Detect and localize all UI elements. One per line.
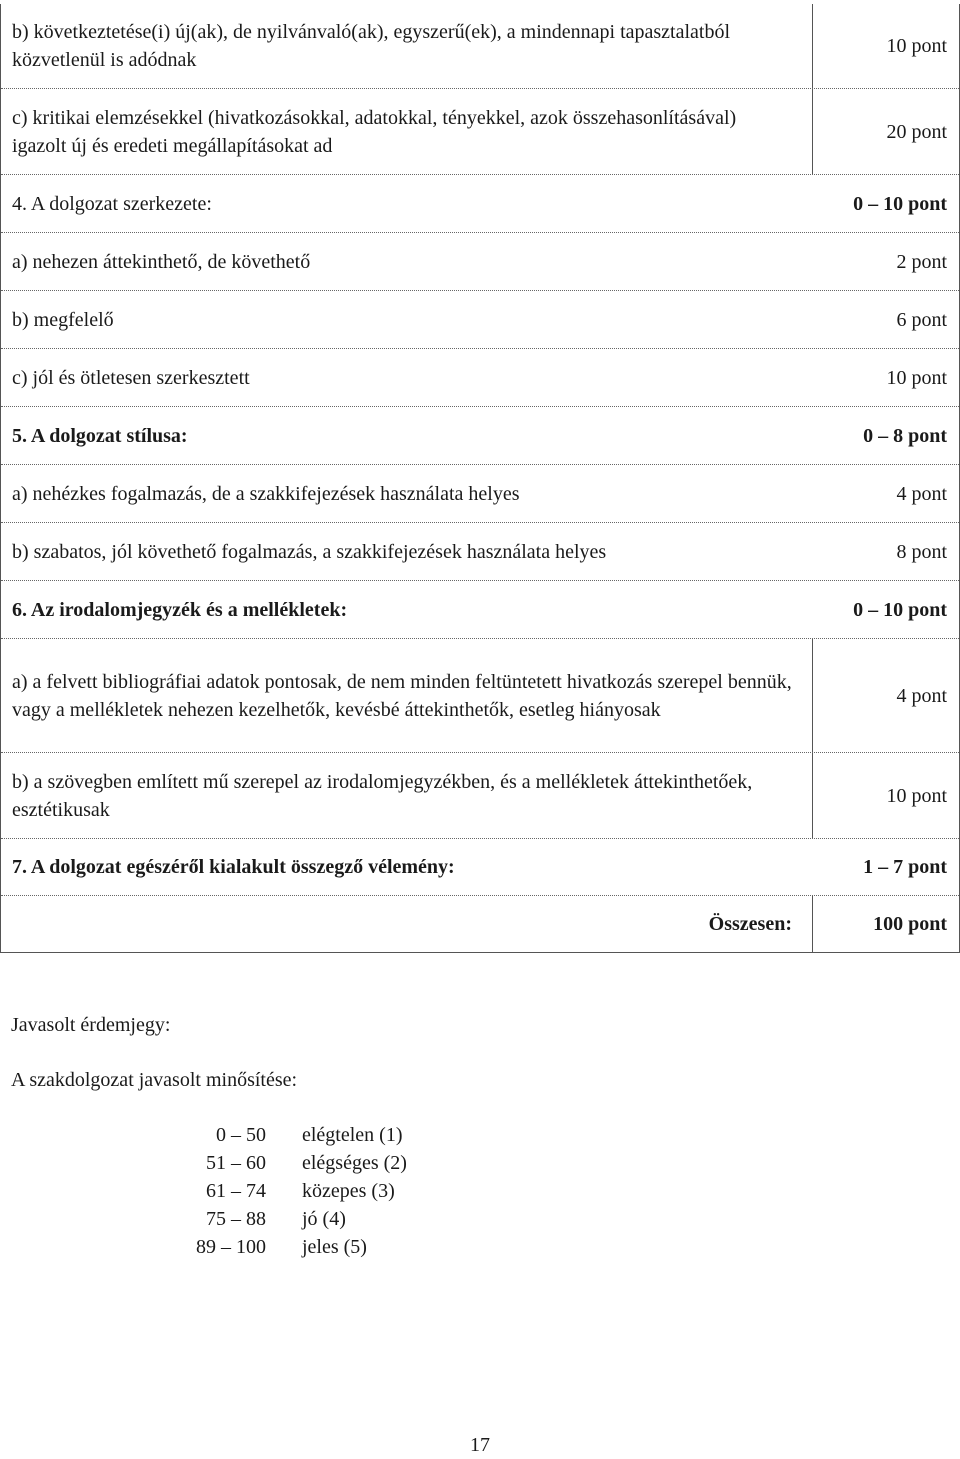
criterion-points: 10 pont — [812, 4, 959, 88]
criterion-points: 4 pont — [896, 482, 947, 505]
criterion-points: 4 pont — [812, 639, 959, 752]
criterion-row — [1, 291, 959, 349]
grade-row — [160, 1233, 407, 1261]
grade-range: 75 – 88 — [206, 1208, 266, 1230]
criterion-row — [1, 89, 959, 175]
total-label: Összesen: — [708, 913, 792, 935]
criterion-points: 2 pont — [896, 250, 947, 273]
grade-range: 0 – 50 — [216, 1124, 266, 1146]
criterion-points: 6 pont — [896, 308, 947, 331]
grade-name: elégtelen (1) — [302, 1124, 403, 1146]
suggested-rating-label: A szakdolgozat javasolt minősítése: — [11, 1069, 298, 1091]
grade-row — [160, 1149, 407, 1177]
suggested-grade-label: Javasolt érdemjegy: — [11, 1014, 171, 1036]
grade-name: közepes (3) — [302, 1180, 395, 1202]
criterion-label: b) következtetése(i) új(ak), de nyilvánvaló(ak), egyszerű(ek), a mindennapi tapasztalatból közvetlenül is adódnak — [12, 21, 731, 71]
criterion-label: c) jól és ötletesen szerkesztett — [12, 366, 250, 389]
criterion-row — [1, 233, 959, 291]
criterion-points: 10 pont — [812, 753, 959, 838]
grade-name: elégséges (2) — [302, 1152, 407, 1174]
section-points-range: 0 – 8 pont — [863, 424, 947, 447]
criterion-row — [1, 465, 959, 523]
grade-range: 61 – 74 — [206, 1180, 266, 1202]
section-title: 5. A dolgozat stílusa: — [12, 424, 188, 447]
criterion-label: b) a szövegben említett mű szerepel az irodalomjegyzékben, és a mellékletek áttekinthetőek, esztétikusak — [12, 770, 753, 821]
section-title: 4. A dolgozat szerkezete: — [12, 192, 212, 215]
section-header-row — [1, 407, 959, 465]
criterion-label: a) nehezen áttekinthető, de követhető — [12, 250, 311, 273]
section-header-row — [1, 581, 959, 639]
section-header-row — [1, 839, 959, 896]
section-title: 7. A dolgozat egészéről kialakult összegző vélemény: — [12, 856, 455, 878]
criterion-label: b) szabatos, jól követhető fogalmazás, a szakkifejezések használata helyes — [12, 540, 607, 563]
criterion-label: b) megfelelő — [12, 308, 114, 331]
criterion-row — [1, 753, 959, 839]
page-number: 17 — [470, 1434, 490, 1456]
section-points-range: 0 – 10 pont — [853, 598, 947, 621]
section-title: 6. Az irodalomjegyzék és a mellékletek: — [12, 598, 348, 621]
grade-name: jeles (5) — [302, 1236, 367, 1258]
section-header-row — [1, 175, 959, 233]
grade-range: 89 – 100 — [196, 1236, 266, 1258]
total-points: 100 pont — [812, 896, 959, 952]
criterion-label: c) kritikai elemzésekkel (hivatkozásokkal, adatokkal, tényekkel, azok összehasonlításával) igazolt új és eredeti megállapításokat ad — [12, 106, 737, 157]
criterion-label: a) nehézkes fogalmazás, de a szakkifejezések használata helyes — [12, 482, 520, 505]
grade-row — [160, 1205, 407, 1233]
grade-row — [160, 1177, 407, 1205]
criterion-row — [1, 523, 959, 581]
scoring-table — [0, 4, 960, 953]
grade-row — [160, 1121, 407, 1149]
section-points-range: 0 – 10 pont — [853, 192, 947, 215]
criterion-row — [1, 349, 959, 407]
grade-name: jó (4) — [302, 1208, 346, 1230]
section-points-range: 1 – 7 pont — [863, 856, 947, 878]
grade-scale — [160, 1121, 407, 1261]
total-row — [1, 896, 959, 953]
criterion-row — [1, 4, 959, 89]
criterion-points: 20 pont — [812, 89, 959, 174]
criterion-row — [1, 639, 959, 753]
grade-range: 51 – 60 — [206, 1152, 266, 1174]
criterion-points: 8 pont — [896, 540, 947, 563]
criterion-label: a) a felvett bibliográfiai adatok pontosak, de nem minden feltüntetett hivatkozás szerepel bennük, vagy a mellékletek nehezen kezelhetők, kevésbé áttekinthetők, esetleg hiányosak — [12, 670, 792, 721]
criterion-points: 10 pont — [886, 366, 947, 389]
